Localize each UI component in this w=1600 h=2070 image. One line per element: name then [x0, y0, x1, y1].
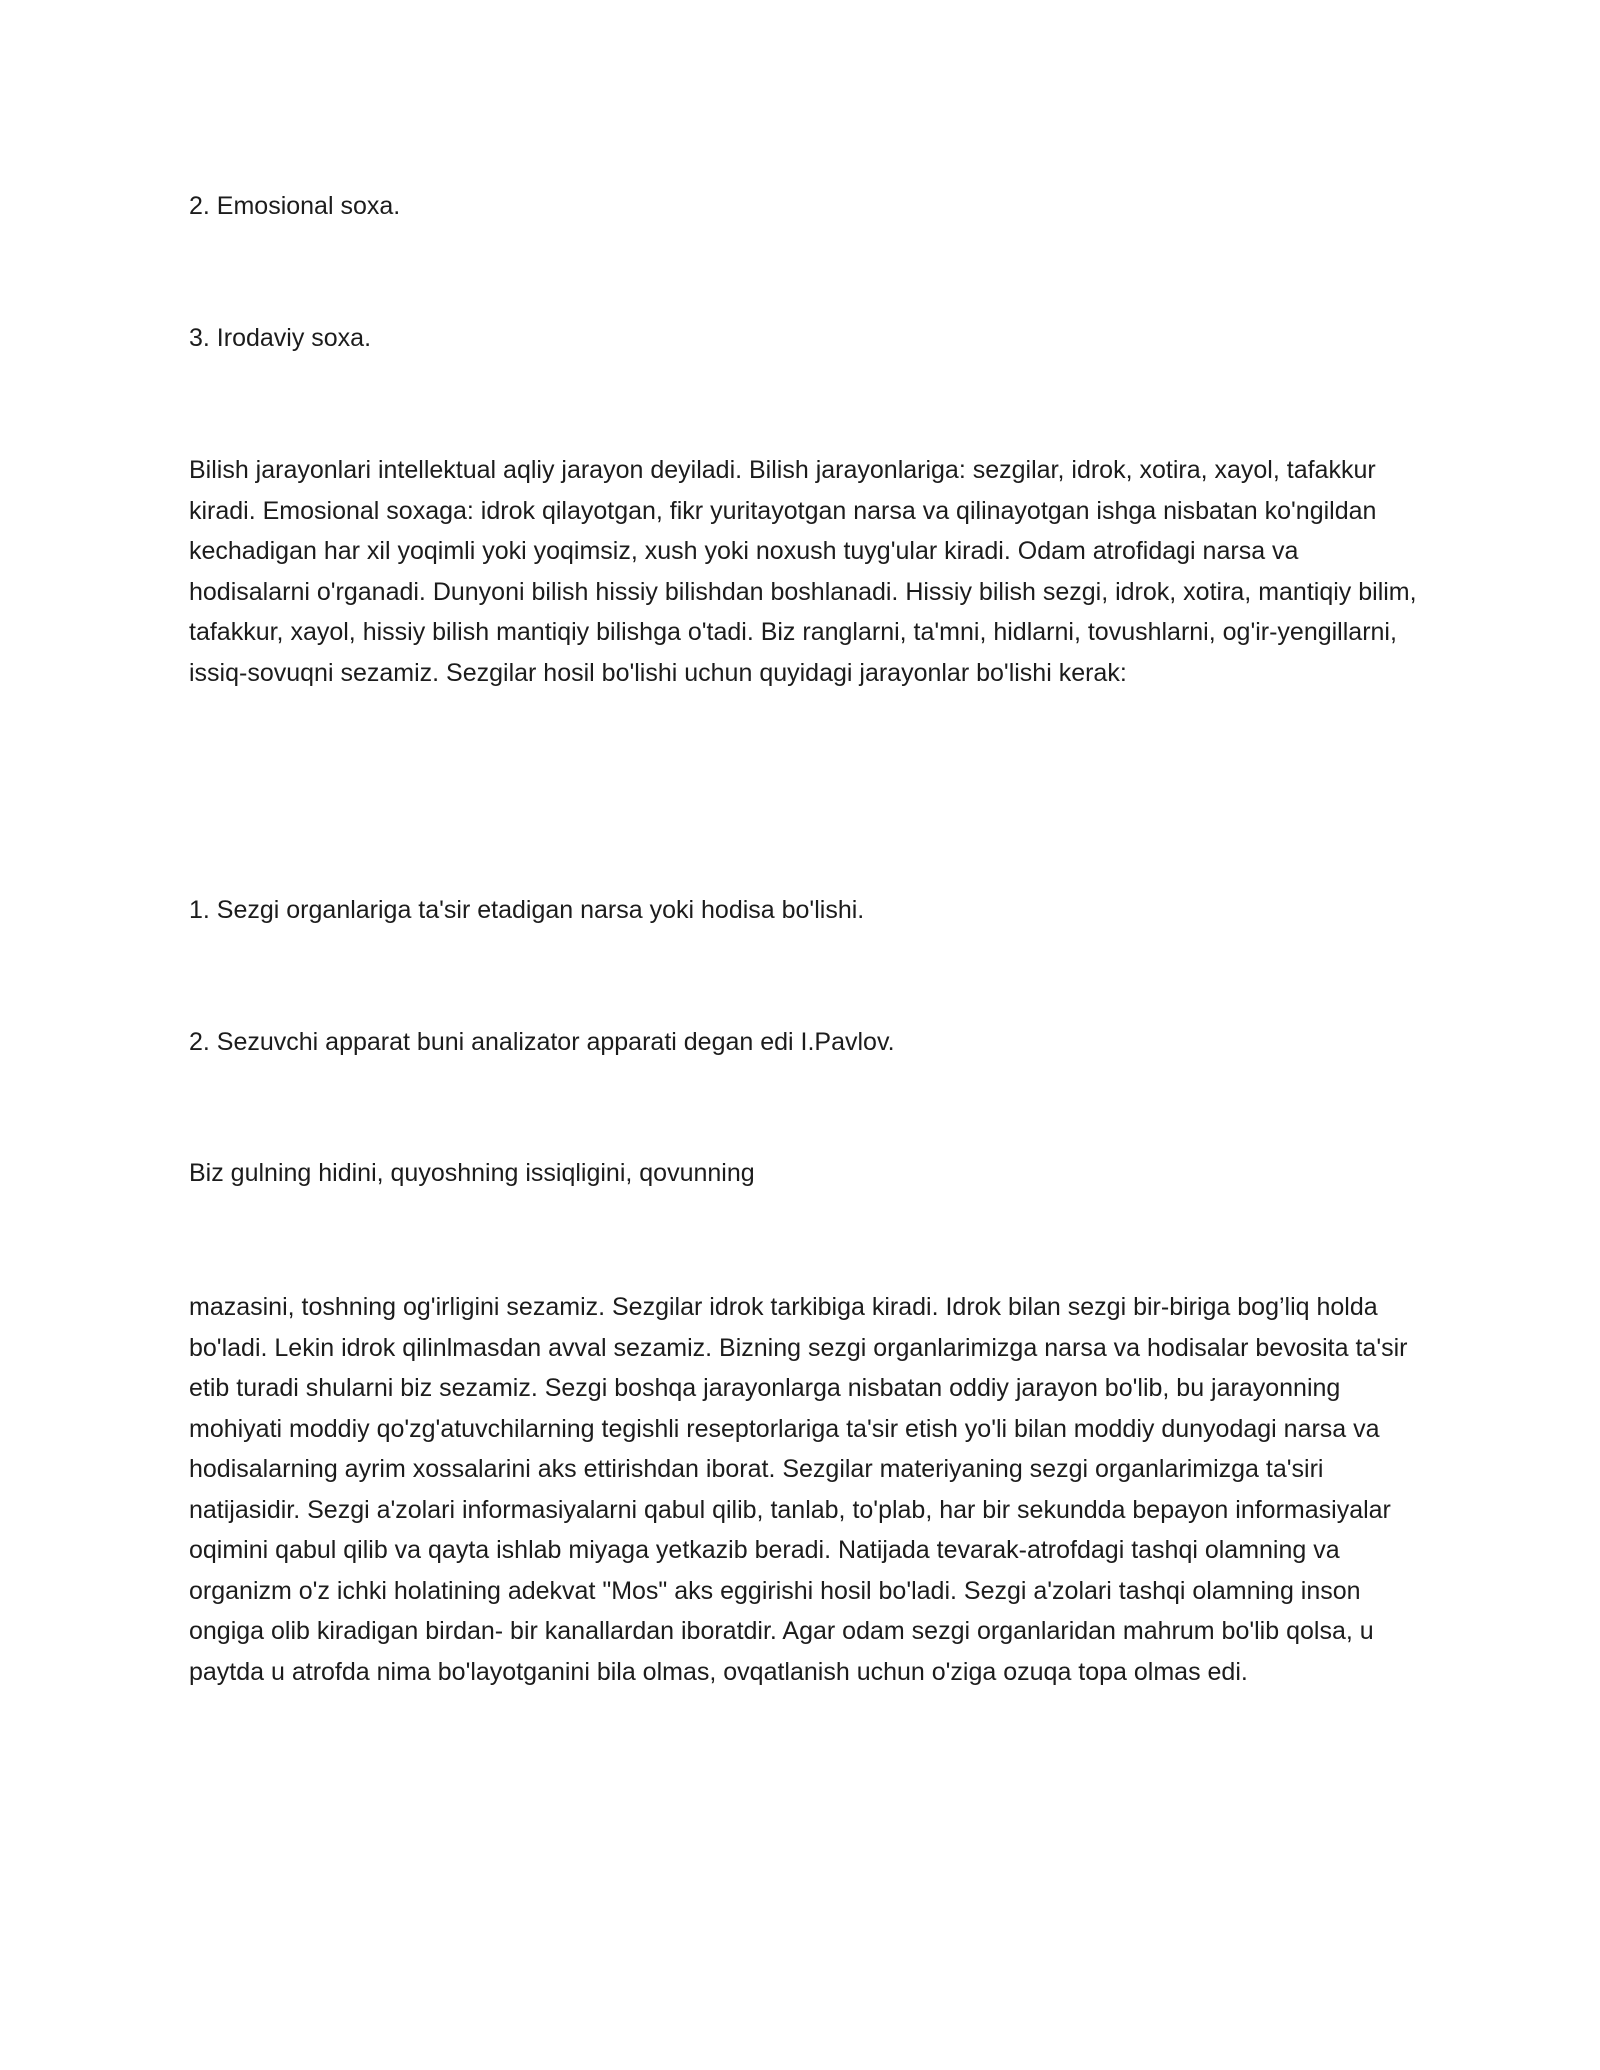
body-paragraph-sensations: mazasini, toshning og'irligini sezamiz. Sezgilar idrok tarkibiga kiradi. Idrok bilan sezgi bir-biriga bog’liq holda bo'ladi. Lekin idrok qilinlmasdan avval sezamiz. Bizning sezgi organlarimizga narsa va hodisalar bevosita ta'sir etib turadi shularni biz sezamiz. Sezgi boshqa jarayonlarga nisbatan oddiy jarayon bo'lib, bu jarayonning mohiyati moddiy qo'zg'atuvchilarning tegishli reseptorlariga ta'sir etish yo'li bilan moddiy dunyodagi narsa va hodisalarning ayrim xossalarini aks ettirishdan iborat. Sezgilar materiyaning sezgi organlarimizga ta'siri natijasidir. Sezgi a'zolari informasiyalarni qabul qilib, tanlab, to'plab, har bir sekundda bepayon informasiyalar oqimini qabul qilib va qayta ishlab miyaga yetkazib beradi. Natijada tevarak-atrofdagi tashqi olamning va organizm o'z ichki holatining adekvat "Mos" aks eggirishi hosil bo'ladi. Sezgi a'zolari tashqi olamning inson ongiga olib kiradigan birdan- bir kanallardan iboratdir. Agar odam sezgi organlaridan mahrum bo'lib qolsa, u paytda u atrofda nima bo'layotganini bila olmas, ovqatlanish uchun o'ziga ozuqa topa olmas edi. — [189, 1293, 1408, 1686]
body-paragraph-cognition: Bilish jarayonlari intellektual aqliy jarayon deyiladi. Bilish jarayonlariga: sezgilar, idrok, xotira, xayol, tafakkur kiradi. Emosional soxaga: idrok qilayotgan, fikr yuritayotgan narsa va qilinayotgan ishga nisbatan ko'ngildan kechadigan har xil yoqimli yoki yoqimsiz, xush yoki noxush tuyg'ular kiradi. Odam atrofidagi narsa va hodisalarni o'rganadi. Dunyoni bilish hissiy bilishdan boshlanadi. Hissiy bilish sezgi, idrok, xotira, mantiqiy bilim, tafakkur, xayol, hissiy bilish mantiqiy bilishga o'tadi. Biz ranglarni, ta'mni, hidlarni, tovushlarni, og'ir-yengillarni, issiq-sovuqni sezamiz. Sezgilar hosil bo'lishi uchun quyidagi jarayonlar bo'lishi kerak: — [189, 456, 1417, 687]
body-paragraph-fragment: Biz gulning hidini, quyoshning issiqligini, qovunning — [189, 1159, 755, 1187]
list-item-sense-stimulus: 1. Sezgi organlariga ta'sir etadigan narsa yoki hodisa bo'lishi. — [189, 896, 865, 924]
list-item-emotional-sphere: 2. Emosional soxa. — [189, 192, 401, 220]
list-item-volitional-sphere: 3. Irodaviy soxa. — [189, 324, 372, 352]
list-item-sensing-apparatus: 2. Sezuvchi apparat buni analizator apparati degan edi I.Pavlov. — [189, 1028, 895, 1056]
